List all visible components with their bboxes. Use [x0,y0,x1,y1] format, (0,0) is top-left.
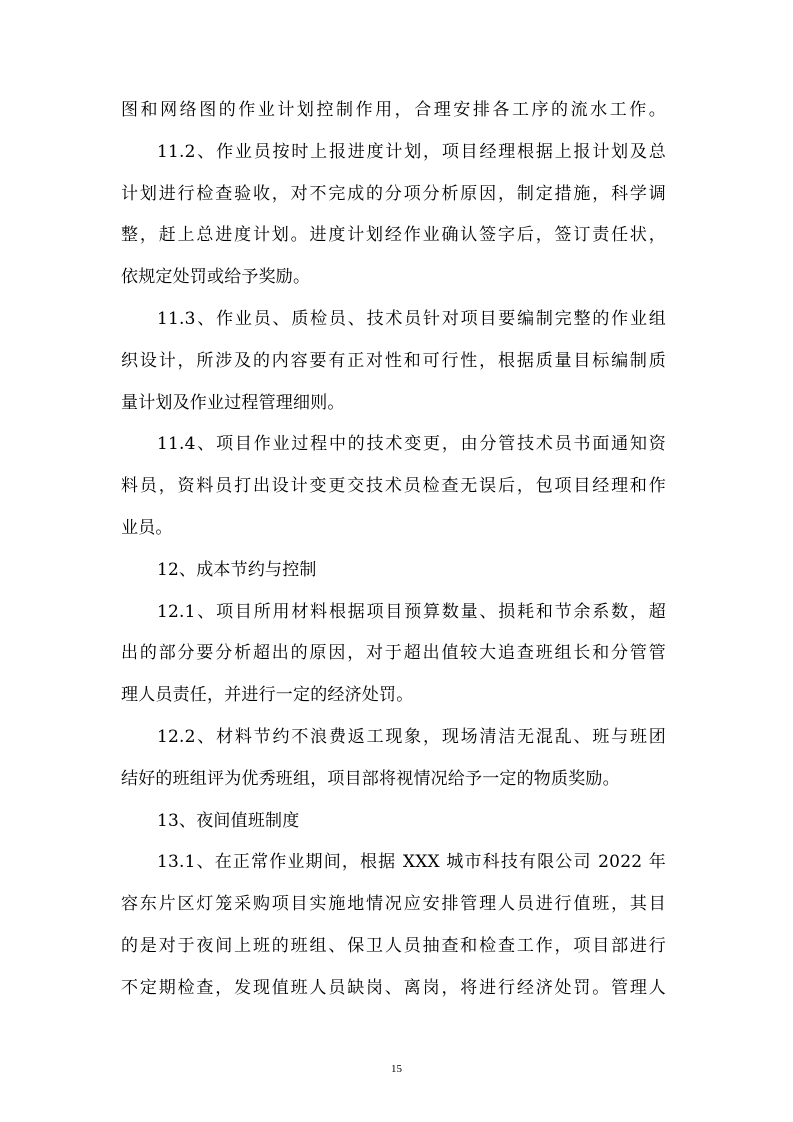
text-line: 图和网络图的作业计划控制作用，合理安排各工序的流水工作。 [121,100,666,120]
text-line: 依规定处罚或给予奖励。 [121,267,311,288]
body-text [121,90,666,1010]
text-line: 量计划及作业过程管理细则。 [121,392,345,413]
page-number: 15 [391,1063,402,1075]
text-line: 出的部分要分析超出的原因，对于超出值较大追查班组长和分管管 [121,643,666,664]
text-line: 计划进行检查验收，对不完成的分项分析原因，制定措施，科学调 [121,183,666,204]
text-line: 11.2、作业员按时上报进度计划，项目经理根据上报计划及总 [157,141,666,162]
text-line: 11.4、项目作业过程中的技术变更，由分管技术员书面通知资 [157,434,666,455]
section-heading: 13、夜间值班制度 [157,810,300,831]
text-line: 结好的班组评为优秀班组，项目部将视情况给予一定的物质奖励。 [121,768,620,789]
text-line: 12.2、材料节约不浪费返工现象，现场清洁无混乱、班与班团 [157,726,666,747]
text-line: 11.3、作业员、质检员、技术员针对项目要编制完整的作业组 [157,308,666,329]
text-line: 12.1、项目所用材料根据项目预算数量、损耗和节余系数，超 [157,601,666,622]
text-line: 容东片区灯笼采购项目实施地情况应安排管理人员进行值班，其目 [121,894,666,915]
text-line: 料员，资料员打出设计变更交技术员检查无误后，包项目经理和作 [121,476,666,497]
text-line: 业员。 [121,517,173,538]
text-line: 不定期检查，发现值班人员缺岗、离岗，将进行经济处罚。管理人 [121,977,666,998]
section-heading: 12、成本节约与控制 [157,559,317,580]
text-line: 织设计，所涉及的内容要有正对性和可行性，根据质量目标编制质 [121,350,666,371]
text-line: 理人员责任，并进行一定的经济处罚。 [121,685,414,706]
text-line: 的是对于夜间上班的班组、保卫人员抽查和检查工作，项目部进行 [121,935,666,956]
text-line: 整，赶上总进度计划。进度计划经作业确认签字后，签订责任状， [121,225,666,246]
text-line: 13.1、在正常作业期间，根据 XXX 城市科技有限公司 2022 年 [157,852,666,873]
